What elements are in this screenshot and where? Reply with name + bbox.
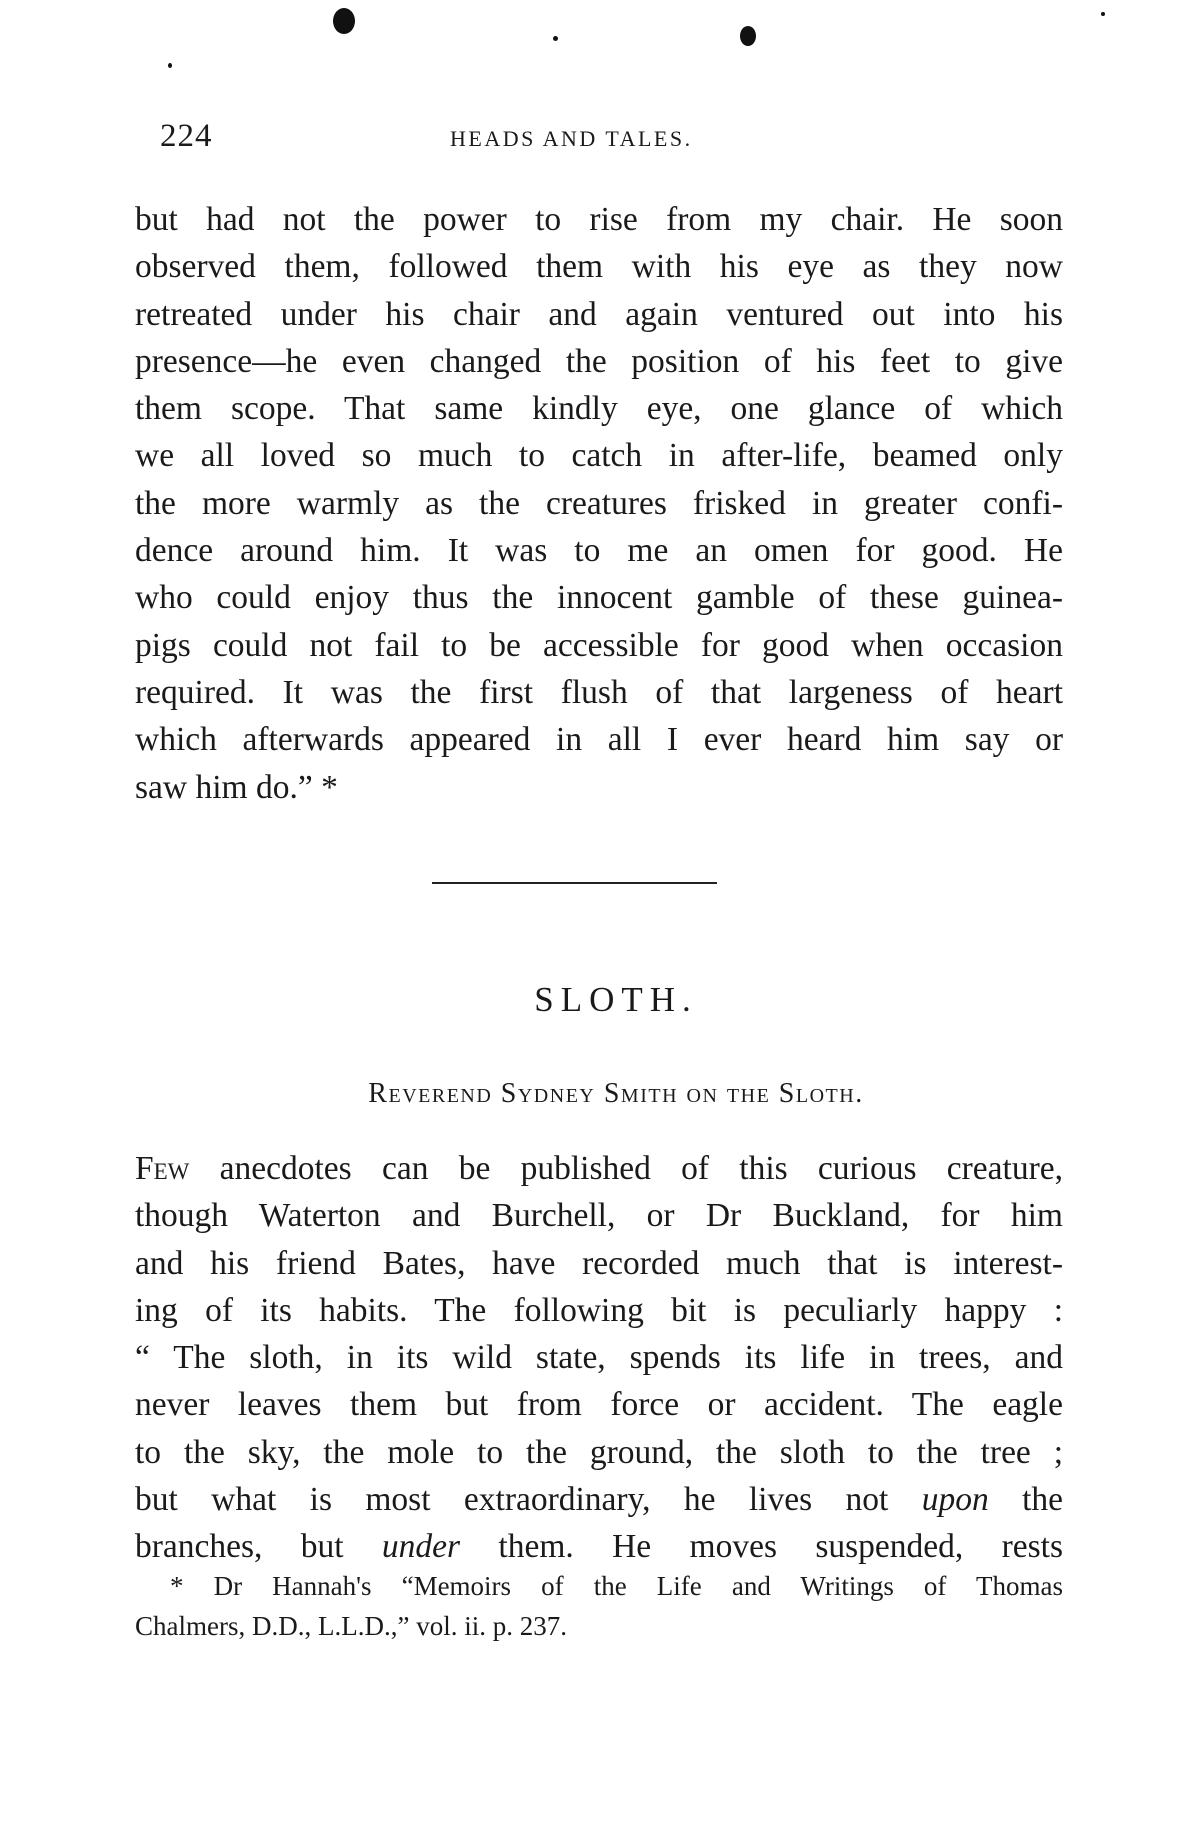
ink-speck: [1101, 12, 1105, 16]
italic-word: upon: [921, 1481, 989, 1519]
text-line: retreated under his chair and again ventured out into his: [135, 295, 1063, 333]
text-fragment: anecdotes can be published of this curious creature,: [189, 1150, 1063, 1187]
text-line: them scope. That same kindly eye, one glance of which: [135, 390, 1063, 428]
ink-speck: [553, 36, 558, 41]
page-header: [160, 118, 1060, 158]
text-line: [135, 1145, 1063, 1192]
text-line: ing of its habits. The following bit is peculiarly happy :: [135, 1291, 1063, 1329]
section-subtitle: Reverend Sydney Smith on the Sloth.: [368, 1078, 864, 1109]
text-fragment: the: [988, 1481, 1063, 1519]
section-title: SLOTH.: [534, 980, 698, 1019]
footnote-line: * Dr Hannah's “Memoirs of the Life and Writings of Thomas: [170, 1571, 1063, 1601]
text-line: who could enjoy thus the innocent gamble of these guinea-: [135, 579, 1063, 617]
footnote: [135, 1566, 1063, 1646]
text-line: [135, 1523, 1063, 1570]
text-line: dence around him. It was to me an omen for good. He: [135, 532, 1063, 570]
running-head: HEADS AND TALES.: [450, 126, 693, 151]
text-fragment: branches, but: [135, 1528, 382, 1566]
footnote-line: Chalmers, D.D., L.L.D.,” vol. ii. p. 237.: [135, 1611, 567, 1641]
text-line: saw him do.” *: [135, 768, 338, 806]
italic-word: under: [381, 1528, 461, 1566]
text-fragment: but what is most extraordinary, he lives not: [135, 1481, 922, 1519]
section-paragraph: [135, 1145, 1063, 1571]
text-line: to the sky, the mole to the ground, the sloth to the tree ;: [135, 1433, 1063, 1471]
text-line: “ The sloth, in its wild state, spends its life in trees, and: [135, 1339, 1063, 1377]
text-line: presence—he even changed the position of his feet to give: [135, 342, 1063, 380]
text-line: pigs could not fail to be accessible for good when occasion: [135, 626, 1063, 664]
text-line: the more warmly as the creatures frisked in greater confi-: [135, 484, 1063, 522]
page-number: 224: [160, 118, 213, 154]
continuation-paragraph: [135, 196, 1063, 811]
text-line: we all loved so much to catch in after-life, beamed only: [135, 437, 1063, 475]
text-line: though Waterton and Burchell, or Dr Buckland, for him: [135, 1197, 1063, 1235]
text-line: [135, 1476, 1063, 1523]
text-line: never leaves them but from force or accident. The eagle: [135, 1386, 1063, 1424]
text-line: and his friend Bates, have recorded much that is interest-: [135, 1244, 1063, 1282]
section-divider: [432, 882, 717, 884]
text-line: observed them, followed them with his eye as they now: [135, 248, 1063, 286]
text-line: but had not the power to rise from my chair. He soon: [135, 201, 1063, 238]
ink-speck: [168, 63, 172, 68]
ink-speck: [333, 8, 355, 34]
ink-speck: [740, 26, 756, 46]
text-line: which afterwards appeared in all I ever heard him say or: [135, 721, 1063, 759]
text-fragment: them. He moves suspended, rests: [460, 1528, 1064, 1566]
opening-word: Few: [135, 1150, 190, 1187]
text-line: required. It was the first flush of that largeness of heart: [135, 673, 1063, 711]
